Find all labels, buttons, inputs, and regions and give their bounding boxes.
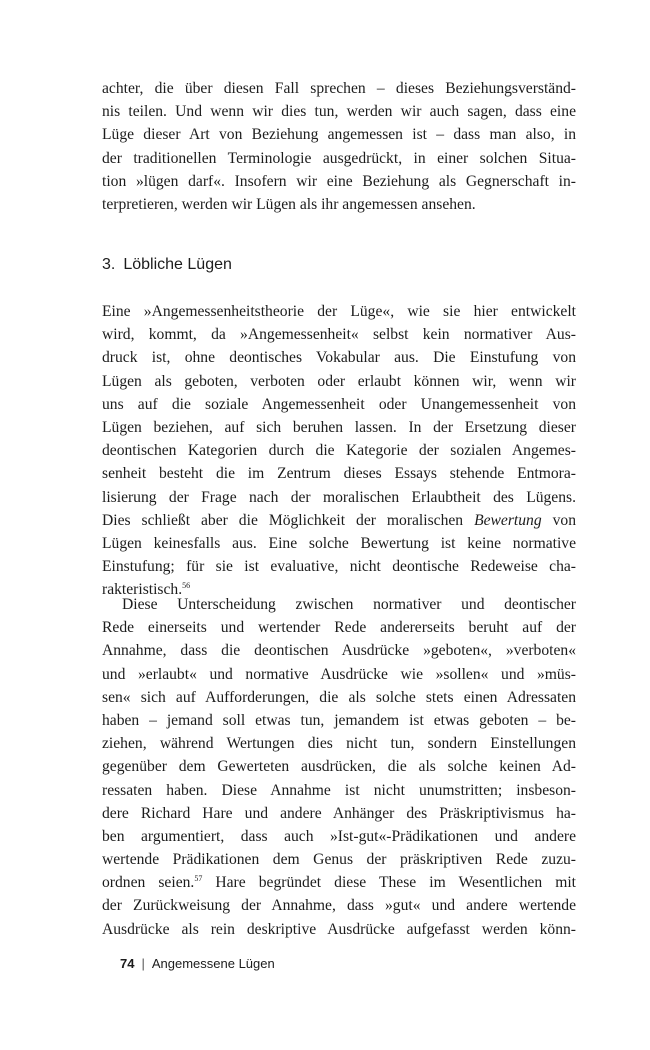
text-line: Lüge dieser Art von Beziehung angemessen ist – dass man also, in [102, 126, 576, 144]
text-line: haben – jemand soll etwas tun, jemandem ist etwas geboten – be- [102, 711, 576, 729]
text-line: nis teilen. Und wenn wir dies tun, werden wir auch sagen, dass eine [102, 103, 576, 121]
text-run: ordnen seien. [102, 874, 195, 892]
footnote-marker[interactable]: 56 [182, 581, 191, 591]
text-line: sen« sich auf Aufforderungen, die als solche stets einen Adressaten [102, 688, 576, 706]
text-line: der Zurückweisung der Annahme, dass »gut« und andere wertende [102, 897, 576, 915]
paragraph-2 [102, 593, 576, 941]
text-line: gegenüber dem Gewerteten ausdrücken, die als solche keinen Ad- [102, 758, 576, 776]
text-line: Diese Unterscheidung zwischen normativer und deontischer [122, 596, 576, 613]
text-run: Hare begründet diese These im Wesentlichen mit [202, 874, 577, 892]
text-line: Ausdrücke als rein deskriptive Ausdrücke aufgefasst werden könn- [102, 920, 576, 938]
text-run: Dies schließt aber die Möglichkeit der moralischen [102, 511, 475, 529]
text-line: wertende Prädikationen dem Genus der präskriptiven Rede zuzu- [102, 851, 576, 869]
page-footer [120, 956, 275, 971]
footnote-marker[interactable]: 57 [194, 874, 203, 884]
section-title: Löbliche Lügen [123, 256, 232, 273]
text-line: lisierung der Frage nach der moralischen Erlaubtheit des Lügens. [102, 488, 576, 506]
text-line: deontischen Kategorien durch die Kategorie der sozialen Angemes- [102, 442, 576, 460]
section-number: 3. [102, 256, 116, 273]
continuation-paragraph [102, 77, 576, 216]
text-line: tion »lügen darf«. Insofern wir eine Beziehung als Gegnerschaft in- [102, 172, 576, 190]
text-line: Lügen als geboten, verboten oder erlaubt können wir, wenn wir [102, 372, 576, 390]
text-line: dere Richard Hare und andere Anhänger des Präskriptivismus ha- [102, 804, 576, 822]
text-line: Lügen beziehen, auf sich beruhen lassen. In der Ersetzung dieser [102, 418, 576, 436]
text-line: Rede einerseits und wertender Rede andererseits beruht auf der [102, 619, 576, 637]
emphasis-bewertung: Bewertung [474, 511, 542, 529]
text-line: senheit besteht die im Zentrum dieses Essays stehende Entmora- [102, 465, 576, 483]
text-line: uns auf die soziale Angemessenheit oder Unangemessenheit von [102, 395, 576, 413]
paragraph-1 [102, 300, 576, 601]
running-title: Angemessene Lügen [151, 956, 275, 971]
footer-separator: | [141, 956, 145, 971]
text-line: Lügen keinesfalls aus. Eine solche Bewertung ist keine normative [102, 534, 576, 552]
text-line: ziehen, während Wertungen dies nicht tun, sondern Einstellungen [102, 735, 576, 753]
text-line: der traditionellen Terminologie ausgedrückt, in einer solchen Situa- [102, 149, 576, 167]
text-line: ressaten haben. Diese Annahme ist nicht unumstritten; insbeson- [102, 781, 576, 799]
text-line: und »erlaubt« und normative Ausdrücke wie »sollen« und »müs- [102, 665, 576, 683]
text-line: wird, kommt, da »Angemessenheit« selbst kein normativer Aus- [102, 326, 576, 344]
text-run: rakteristisch. [102, 581, 183, 599]
page-number: 74 [120, 956, 135, 971]
text-line: achter, die über diesen Fall sprechen – dieses Beziehungsverständ- [102, 80, 576, 97]
text-line: druck ist, ohne deontisches Vokabular aus. Die Einstufung von [102, 349, 576, 367]
text-line: terpretieren, werden wir Lügen als ihr angemessen ansehen. [102, 195, 476, 213]
text-line: Eine »Angemessenheitstheorie der Lüge«, wie sie hier entwickelt [102, 303, 576, 320]
text-line: ben argumentiert, dass auch »Ist-gut«-Prädikationen und andere [102, 827, 576, 845]
text-line [102, 871, 576, 894]
text-line: Einstufung; für sie ist evaluative, nicht deontische Redeweise cha- [102, 558, 576, 576]
section-heading [102, 256, 232, 274]
text-line [102, 509, 576, 532]
text-run: von [541, 511, 576, 529]
text-line: Annahme, dass die deontischen Ausdrücke »geboten«, »verboten« [102, 642, 576, 660]
